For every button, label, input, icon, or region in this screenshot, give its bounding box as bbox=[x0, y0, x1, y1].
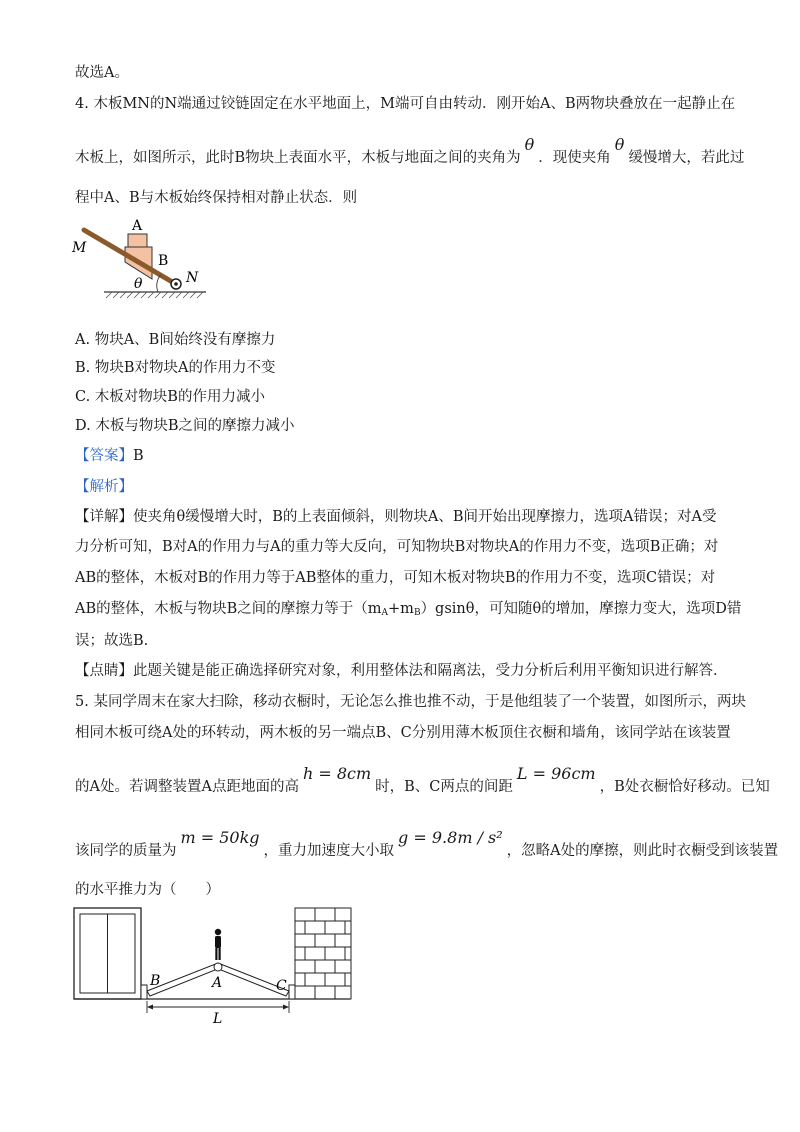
label-a: A bbox=[132, 218, 143, 234]
label-c: C bbox=[276, 978, 287, 994]
q4-stem-text3: 缓慢增大，若此过 bbox=[628, 150, 745, 166]
label-theta: θ bbox=[134, 276, 143, 292]
person-icon bbox=[215, 929, 221, 960]
answer-tag: 【答案】 bbox=[75, 448, 133, 464]
label-n: N bbox=[186, 270, 199, 286]
answer-value: B bbox=[133, 448, 144, 464]
q5-line5: 的水平推力为（ ） bbox=[75, 882, 220, 898]
q4-stem-line3: 程中A、B与木板始终保持相对静止状态．则 bbox=[75, 190, 358, 206]
detail-tag: 【详解】 bbox=[75, 509, 133, 525]
wardrobe-figure bbox=[70, 905, 360, 1025]
q4-stem-line2 bbox=[75, 135, 745, 168]
q5-text4a: 该同学的质量为 bbox=[75, 843, 177, 859]
q5-line2: 相同木板可绕A处的环转动，两木板的另一端点B、C分别用薄木板顶住衣橱和墙角，该同学站在该装置 bbox=[75, 725, 731, 741]
q5-line4 bbox=[75, 828, 779, 861]
analysis-tag: 【解析】 bbox=[75, 479, 133, 495]
q4-stem-line1: 4. 木板MN的N端通过铰链固定在水平地面上，M端可自由转动．刚开始A、B两物块叠放在一起静止在 bbox=[75, 96, 736, 112]
q5-text3b: 时，B、C两点的间距 bbox=[375, 779, 513, 795]
g-equation: g = 9.8m / s² bbox=[398, 828, 503, 847]
answer-line bbox=[75, 446, 144, 466]
option-b: B. 物块B对物块A的作用力不变 bbox=[75, 360, 276, 376]
label-l: L bbox=[213, 1011, 223, 1025]
block-a bbox=[128, 234, 147, 247]
brick-wall bbox=[295, 908, 351, 999]
detail-line5: 误；故选B. bbox=[75, 633, 149, 649]
detail-line1 bbox=[75, 507, 716, 527]
theta-symbol: θ bbox=[614, 135, 625, 154]
detail-line3: AB的整体，木板对B的作用力等于AB整体的重力，可知木板对物块B的作用力不变，选项C错误；对 bbox=[75, 570, 716, 586]
detail-text4a: AB的整体，木板与物块B之间的摩擦力等于（m bbox=[75, 601, 382, 617]
option-d: D. 木板与物块B之间的摩擦力减小 bbox=[75, 418, 295, 434]
detail-text4c: ）gsinθ，可知随θ的增加，摩擦力变大，选项D错 bbox=[420, 601, 742, 617]
q5-line1: 5. 某同学周末在家大扫除，移动衣橱时，无论怎么推也推不动，于是他组装了一个装置，如图所示，两块 bbox=[75, 694, 746, 710]
q5-text3a: 的A处。若调整装置A点距地面的高 bbox=[75, 779, 299, 795]
label-m: M bbox=[72, 240, 87, 256]
q5-text4b: ，重力加速度大小取 bbox=[263, 843, 395, 859]
label-b: B bbox=[150, 973, 161, 989]
q5-line3 bbox=[75, 764, 770, 797]
m-equation: m = 50kg bbox=[180, 828, 260, 847]
subscript-b: B bbox=[413, 608, 421, 618]
incline-figure bbox=[70, 210, 220, 305]
label-b: B bbox=[158, 253, 169, 269]
prev-conclusion: 故选A。 bbox=[75, 65, 129, 81]
theta-symbol: θ bbox=[524, 135, 535, 154]
q5-text4c: ，忽略A处的摩擦，则此时衣橱受到该装置 bbox=[506, 843, 779, 859]
option-c: C. 木板对物块B的作用力减小 bbox=[75, 389, 265, 405]
comment-tag: 【点睛】 bbox=[75, 663, 133, 679]
detail-line2: 力分析可知，B对A的作用力与A的重力等大反向，可知物块B对物块A的作用力不变，选项B正确；对 bbox=[75, 539, 719, 555]
label-a: A bbox=[212, 975, 223, 991]
h-equation: h = 8cm bbox=[302, 764, 372, 783]
l-equation: L = 96cm bbox=[516, 764, 596, 783]
subscript-a: A bbox=[381, 608, 389, 618]
detail-text1: 使夹角θ缓慢增大时，B的上表面倾斜，则物块A、B间开始出现摩擦力，选项A错误；对A受 bbox=[133, 509, 717, 525]
comment-text: 此题关键是能正确选择研究对象，利用整体法和隔离法，受力分析后利用平衡知识进行解答. bbox=[133, 663, 718, 679]
option-a: A. 物块A、B间始终没有摩擦力 bbox=[75, 332, 276, 348]
q5-text3c: ，B处衣橱恰好移动。已知 bbox=[599, 779, 770, 795]
detail-text4b: +m bbox=[388, 601, 414, 617]
q4-stem-text2: ．现使夹角 bbox=[538, 150, 611, 166]
comment-line bbox=[75, 661, 718, 681]
detail-line4 bbox=[75, 599, 741, 623]
q4-stem-text1: 木板上，如图所示，此时B物块上表面水平，木板与地面之间的夹角为 bbox=[75, 150, 521, 166]
